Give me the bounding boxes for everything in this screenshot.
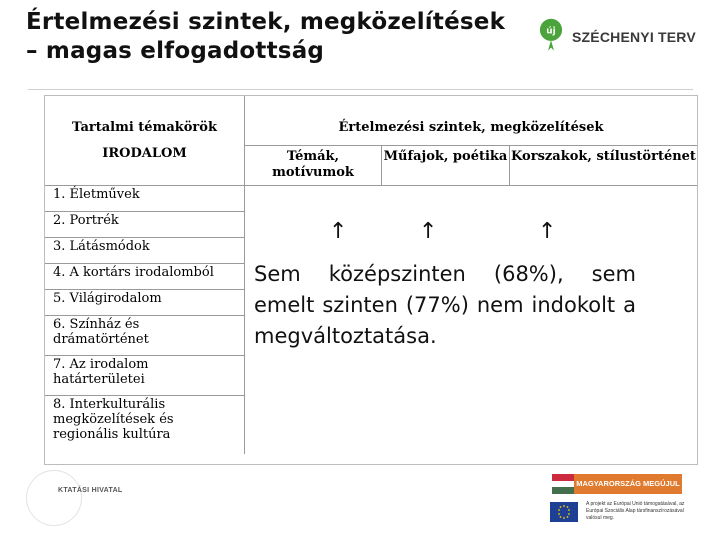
- eu-flag-icon: [550, 502, 578, 522]
- oktatasi-hivatal-logo: [26, 470, 82, 526]
- table-row: 3. Látásmódok: [45, 238, 244, 264]
- content-table-image: [44, 95, 698, 465]
- left-header-subtitle: IRODALOM: [102, 146, 187, 161]
- table-row: 6. Színház és drámatörténet: [45, 316, 244, 356]
- logo-brand-text: SZÉCHENYI TERV: [572, 29, 696, 45]
- table-row: 1. Életművek: [45, 186, 244, 212]
- oktatasi-hivatal-text: KTATÁSI HIVATAL: [58, 487, 123, 494]
- topic-rows: [45, 186, 245, 454]
- table-row: 2. Portrék: [45, 212, 244, 238]
- up-arrow-icon: ↑: [538, 219, 557, 244]
- title-divider: [28, 89, 693, 90]
- right-header-title: Értelmezési szintek, megközelítések: [338, 120, 604, 135]
- slide-title-line1: Értelmezési szintek, megközelítések: [26, 9, 506, 35]
- up-arrow-icon: ↑: [329, 219, 348, 244]
- table-row: 4. A kortárs irodalomból: [45, 264, 244, 290]
- table-row: 5. Világirodalom: [45, 290, 244, 316]
- eu-funding-text: A projekt az Európai Unió támogatásával, az Európai Szociális Alap társfinanszírozásával valósul meg.: [586, 501, 685, 521]
- slide-title-line2: – magas elfogadottság: [26, 38, 325, 64]
- subheader-genres: Műfajok, poétika: [382, 146, 510, 186]
- table-row: 8. Interkulturális megközelítések és regionális kultúra: [53, 397, 174, 442]
- statement-text: Sem középszinten (68%), sem emelt szinten (77%) nem indokolt a megváltoztatása.: [254, 262, 636, 348]
- left-header-cell: [45, 96, 245, 186]
- logo-mark-letter: új: [546, 26, 556, 37]
- subheader-themes: Témák, motívumok: [245, 146, 382, 186]
- topics-table: [45, 96, 697, 464]
- magyarorszag-megujul-banner: [552, 474, 682, 494]
- right-header-cell: [245, 96, 697, 146]
- hungarian-flag-icon: [552, 474, 574, 494]
- subheader-eras: Korszakok, stílustörténet: [510, 146, 697, 186]
- table-row: 7. Az irodalom határterületei: [45, 356, 244, 396]
- left-header-title: Tartalmi témakörök: [72, 120, 217, 135]
- szechenyi-terv-logo: [534, 18, 704, 68]
- up-arrow-icon: ↑: [419, 219, 438, 244]
- szechenyi-leaf-icon: [534, 18, 568, 52]
- slide-title: [26, 8, 505, 66]
- banner-text: MAGYARORSZÁG MEGÚJUL: [574, 474, 682, 494]
